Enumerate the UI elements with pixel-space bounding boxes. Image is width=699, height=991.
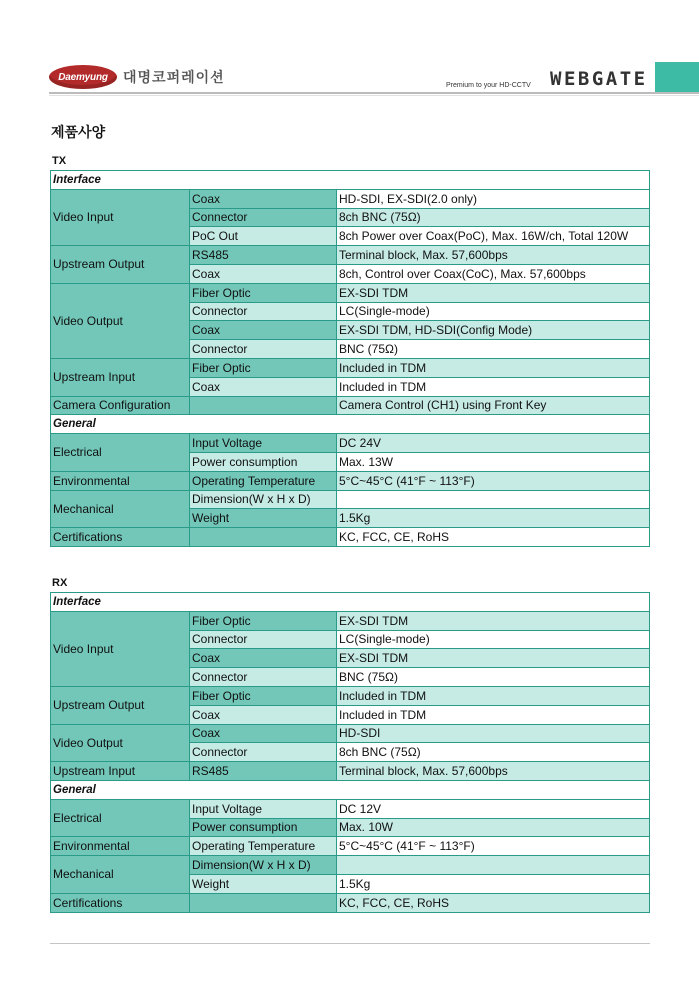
value-cell: Max. 13W [337, 452, 650, 471]
subcategory-cell: Operating Temperature [190, 471, 337, 490]
table-row [51, 593, 650, 612]
value-cell: Included in TDM [337, 358, 650, 377]
subcategory-cell: Coax [190, 705, 337, 724]
tx-spec-table [50, 170, 650, 547]
value-cell: LC(Single-mode) [337, 630, 650, 649]
subcategory-cell: Fiber Optic [190, 358, 337, 377]
tx-section-label: TX [52, 155, 67, 167]
subcategory-cell: Connector [190, 743, 337, 762]
subcategory-cell: Coax [190, 264, 337, 283]
table-row [51, 799, 650, 818]
category-cell: Upstream Output [51, 246, 190, 284]
general-section-header: General [51, 415, 650, 434]
category-cell: Upstream Input [51, 358, 190, 396]
subcategory-cell: Input Voltage [190, 434, 337, 453]
value-cell: BNC (75Ω) [337, 340, 650, 359]
table-row [51, 528, 650, 547]
page-header [0, 0, 699, 100]
subcategory-cell: Dimension(W x H x D) [190, 856, 337, 875]
subcategory-cell: Input Voltage [190, 799, 337, 818]
category-cell: Video Output [51, 283, 190, 358]
table-row [51, 893, 650, 912]
category-cell: Camera Configuration [51, 396, 190, 415]
subcategory-cell: Connector [190, 630, 337, 649]
table-row [51, 837, 650, 856]
value-cell [337, 856, 650, 875]
table-row [51, 171, 650, 190]
table-row [51, 780, 650, 799]
value-cell: LC(Single-mode) [337, 302, 650, 321]
value-cell: 5°C~45°C (41°F ~ 113°F) [337, 471, 650, 490]
value-cell: EX-SDI TDM [337, 283, 650, 302]
subcategory-cell: Coax [190, 649, 337, 668]
daemyung-logo [49, 65, 117, 89]
value-cell [337, 490, 650, 509]
category-cell: Mechanical [51, 856, 190, 894]
subcategory-cell: Power consumption [190, 452, 337, 471]
table-row [51, 434, 650, 453]
category-cell: Video Input [51, 189, 190, 245]
subcategory-cell: Connector [190, 668, 337, 687]
table-row [51, 396, 650, 415]
subcategory-cell: Coax [190, 321, 337, 340]
brand-accent-block [655, 62, 699, 92]
subcategory-cell: Weight [190, 874, 337, 893]
table-row [51, 471, 650, 490]
webgate-brand: WEBGATE [550, 68, 648, 90]
value-cell: EX-SDI TDM [337, 611, 650, 630]
value-cell: HD-SDI [337, 724, 650, 743]
company-name: 대명코퍼레이션 [123, 70, 225, 86]
subcategory-cell: Dimension(W x H x D) [190, 490, 337, 509]
value-cell: BNC (75Ω) [337, 668, 650, 687]
footer-divider [50, 943, 650, 944]
table-row [51, 283, 650, 302]
subcategory-cell: RS485 [190, 762, 337, 781]
value-cell: 8ch Power over Coax(PoC), Max. 16W/ch, Total 120W [337, 227, 650, 246]
page-title: 제품사양 [51, 125, 106, 141]
subcategory-cell [190, 528, 337, 547]
value-cell: Included in TDM [337, 686, 650, 705]
subcategory-cell: Power consumption [190, 818, 337, 837]
subcategory-cell: Operating Temperature [190, 837, 337, 856]
value-cell: KC, FCC, CE, RoHS [337, 528, 650, 547]
subcategory-cell: Coax [190, 189, 337, 208]
subcategory-cell [190, 396, 337, 415]
subcategory-cell [190, 893, 337, 912]
table-row [51, 189, 650, 208]
general-section-header: General [51, 780, 650, 799]
value-cell: EX-SDI TDM [337, 649, 650, 668]
value-cell: 8ch BNC (75Ω) [337, 208, 650, 227]
category-cell: Video Input [51, 611, 190, 686]
category-cell: Electrical [51, 799, 190, 837]
table-row [51, 762, 650, 781]
value-cell: EX-SDI TDM, HD-SDI(Config Mode) [337, 321, 650, 340]
category-cell: Video Output [51, 724, 190, 762]
category-cell: Certifications [51, 528, 190, 547]
value-cell: DC 12V [337, 799, 650, 818]
category-cell: Environmental [51, 837, 190, 856]
category-cell: Mechanical [51, 490, 190, 528]
tagline: Premium to your HD-CCTV [446, 82, 531, 89]
subcategory-cell: Connector [190, 208, 337, 227]
subcategory-cell: Connector [190, 302, 337, 321]
subcategory-cell: PoC Out [190, 227, 337, 246]
rx-section-label: RX [52, 577, 68, 589]
value-cell: 8ch BNC (75Ω) [337, 743, 650, 762]
value-cell: Included in TDM [337, 377, 650, 396]
value-cell: Max. 10W [337, 818, 650, 837]
subcategory-cell: Coax [190, 724, 337, 743]
value-cell: Terminal block, Max. 57,600bps [337, 246, 650, 265]
header-divider [49, 92, 699, 94]
table-row [51, 490, 650, 509]
subcategory-cell: Connector [190, 340, 337, 359]
value-cell: HD-SDI, EX-SDI(2.0 only) [337, 189, 650, 208]
subcategory-cell: RS485 [190, 246, 337, 265]
category-cell: Certifications [51, 893, 190, 912]
rx-spec-table [50, 592, 650, 913]
table-row [51, 724, 650, 743]
category-cell: Upstream Input [51, 762, 190, 781]
logo-text: Daemyung [58, 71, 108, 83]
value-cell: 1.5Kg [337, 509, 650, 528]
subcategory-cell: Fiber Optic [190, 283, 337, 302]
table-row [51, 686, 650, 705]
table-row [51, 856, 650, 875]
value-cell: 5°C~45°C (41°F ~ 113°F) [337, 837, 650, 856]
subcategory-cell: Coax [190, 377, 337, 396]
table-row [51, 358, 650, 377]
category-cell: Environmental [51, 471, 190, 490]
value-cell: DC 24V [337, 434, 650, 453]
interface-section-header: Interface [51, 593, 650, 612]
table-row [51, 415, 650, 434]
table-row [51, 246, 650, 265]
value-cell: 8ch, Control over Coax(CoC), Max. 57,600bps [337, 264, 650, 283]
header-divider-light [49, 95, 699, 96]
value-cell: Camera Control (CH1) using Front Key [337, 396, 650, 415]
table-row [51, 611, 650, 630]
value-cell: Terminal block, Max. 57,600bps [337, 762, 650, 781]
value-cell: 1.5Kg [337, 874, 650, 893]
value-cell: KC, FCC, CE, RoHS [337, 893, 650, 912]
category-cell: Upstream Output [51, 686, 190, 724]
category-cell: Electrical [51, 434, 190, 472]
interface-section-header: Interface [51, 171, 650, 190]
subcategory-cell: Fiber Optic [190, 686, 337, 705]
value-cell: Included in TDM [337, 705, 650, 724]
subcategory-cell: Weight [190, 509, 337, 528]
subcategory-cell: Fiber Optic [190, 611, 337, 630]
